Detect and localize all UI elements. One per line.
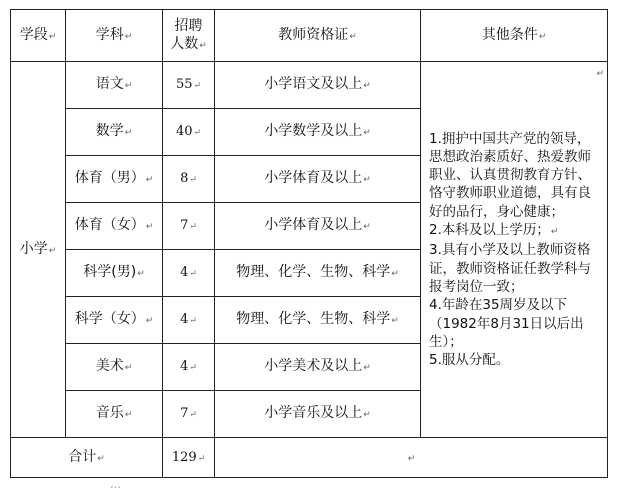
header-row [11, 10, 608, 62]
header-recruit-line2: 人数 ↵ [170, 36, 207, 52]
cert-cell [215, 250, 421, 297]
header-recruit-count [163, 10, 215, 62]
cert-text: 小学语文及以上 ↵ [264, 76, 371, 92]
total-row [11, 438, 608, 478]
count-cell [163, 250, 215, 297]
other-conditions-cell [421, 62, 608, 438]
header-subject-label: 学科 ↵ [96, 27, 133, 43]
subject-cell [66, 250, 163, 297]
count-cell [163, 344, 215, 391]
total-count-cell [163, 438, 215, 478]
header-other-conditions [421, 10, 608, 62]
subject-text: 音乐 ↵ [96, 405, 133, 421]
subject-text: 科学（女） ↵ [75, 311, 154, 327]
cert-cell [215, 156, 421, 203]
count-text: 4 ↵ [180, 265, 197, 280]
count-text: 4 ↵ [180, 312, 197, 327]
subject-cell [66, 203, 163, 250]
header-stage-label: 学段 ↵ [20, 27, 57, 43]
condition-4: 4.年龄在35周岁及以下（1982年8月31日以后出生）； [429, 297, 584, 350]
cert-text: 物理、化学、生物、科学 ↵ [236, 264, 399, 280]
subject-cell [66, 109, 163, 156]
count-text: 8 ↵ [180, 171, 197, 186]
header-certificate [215, 10, 421, 62]
subject-cell [66, 344, 163, 391]
cert-cell [215, 391, 421, 438]
cert-text: 小学数学及以上 ↵ [264, 123, 371, 139]
subject-cell [66, 391, 163, 438]
table-row [11, 62, 608, 109]
count-cell [163, 156, 215, 203]
count-cell [163, 62, 215, 109]
count-text: 55 ↵ [176, 77, 201, 92]
condition-5: 5.服从分配。 [429, 352, 510, 369]
cert-text: 小学体育及以上 ↵ [264, 170, 371, 186]
subject-text: 数学 ↵ [96, 123, 133, 139]
cert-cell [215, 109, 421, 156]
total-count: 129 ↵ [172, 450, 205, 465]
subject-text: 体育（女） ↵ [75, 217, 154, 233]
cert-text: 小学美术及以上 ↵ [264, 358, 371, 374]
header-stage [11, 10, 66, 62]
cert-cell [215, 203, 421, 250]
subject-text: 美术 ↵ [96, 358, 133, 374]
cert-cell [215, 297, 421, 344]
recruitment-table [10, 9, 608, 478]
cert-text: 小学音乐及以上 ↵ [264, 405, 371, 421]
count-text: 7 ↵ [180, 218, 197, 233]
cert-cell [215, 344, 421, 391]
count-text: 40 ↵ [176, 124, 201, 139]
count-cell [163, 203, 215, 250]
subject-text: 科学(男) ↵ [83, 264, 144, 280]
cert-text: 小学体育及以上 ↵ [264, 217, 371, 233]
subject-cell [66, 156, 163, 203]
total-label-cell [11, 438, 163, 478]
count-text: 7 ↵ [180, 406, 197, 421]
subject-text: 体育（男） ↵ [75, 170, 154, 186]
subject-cell [66, 62, 163, 109]
condition-2: 2.本科及以上学历； ↵ [429, 221, 601, 241]
total-empty-cell [215, 438, 608, 478]
header-other-label: 其他条件 ↵ [482, 27, 547, 43]
condition-1: 1.拥护中国共产党的领导，思想政治素质好、热爱教师职业、认真贯彻教育方针、恪守教师职业道德，具有良好的品行，身心健康； [429, 130, 591, 220]
count-cell [163, 391, 215, 438]
empty-mark-icon [407, 449, 416, 465]
subject-cell [66, 297, 163, 344]
total-label: 合计 ↵ [68, 449, 105, 465]
count-cell [163, 297, 215, 344]
cropped-footer-text: … [110, 478, 121, 491]
stage-value: 小学 ↵ [20, 241, 57, 257]
count-text: 4 ↵ [180, 359, 197, 374]
subject-text: 语文 ↵ [96, 76, 133, 92]
cert-cell [215, 62, 421, 109]
count-cell [163, 109, 215, 156]
header-subject [66, 10, 163, 62]
cert-text: 物理、化学、生物、科学 ↵ [236, 311, 399, 327]
condition-3: 3.具有小学及以上教师资格证，教师资格证任教学科与报考岗位一致； [429, 242, 591, 295]
cell-mark-icon: ↵ [596, 69, 604, 79]
stage-cell [11, 62, 66, 438]
header-recruit-line1: 招聘 [174, 17, 203, 34]
header-certificate-label: 教师资格证 ↵ [278, 27, 357, 43]
